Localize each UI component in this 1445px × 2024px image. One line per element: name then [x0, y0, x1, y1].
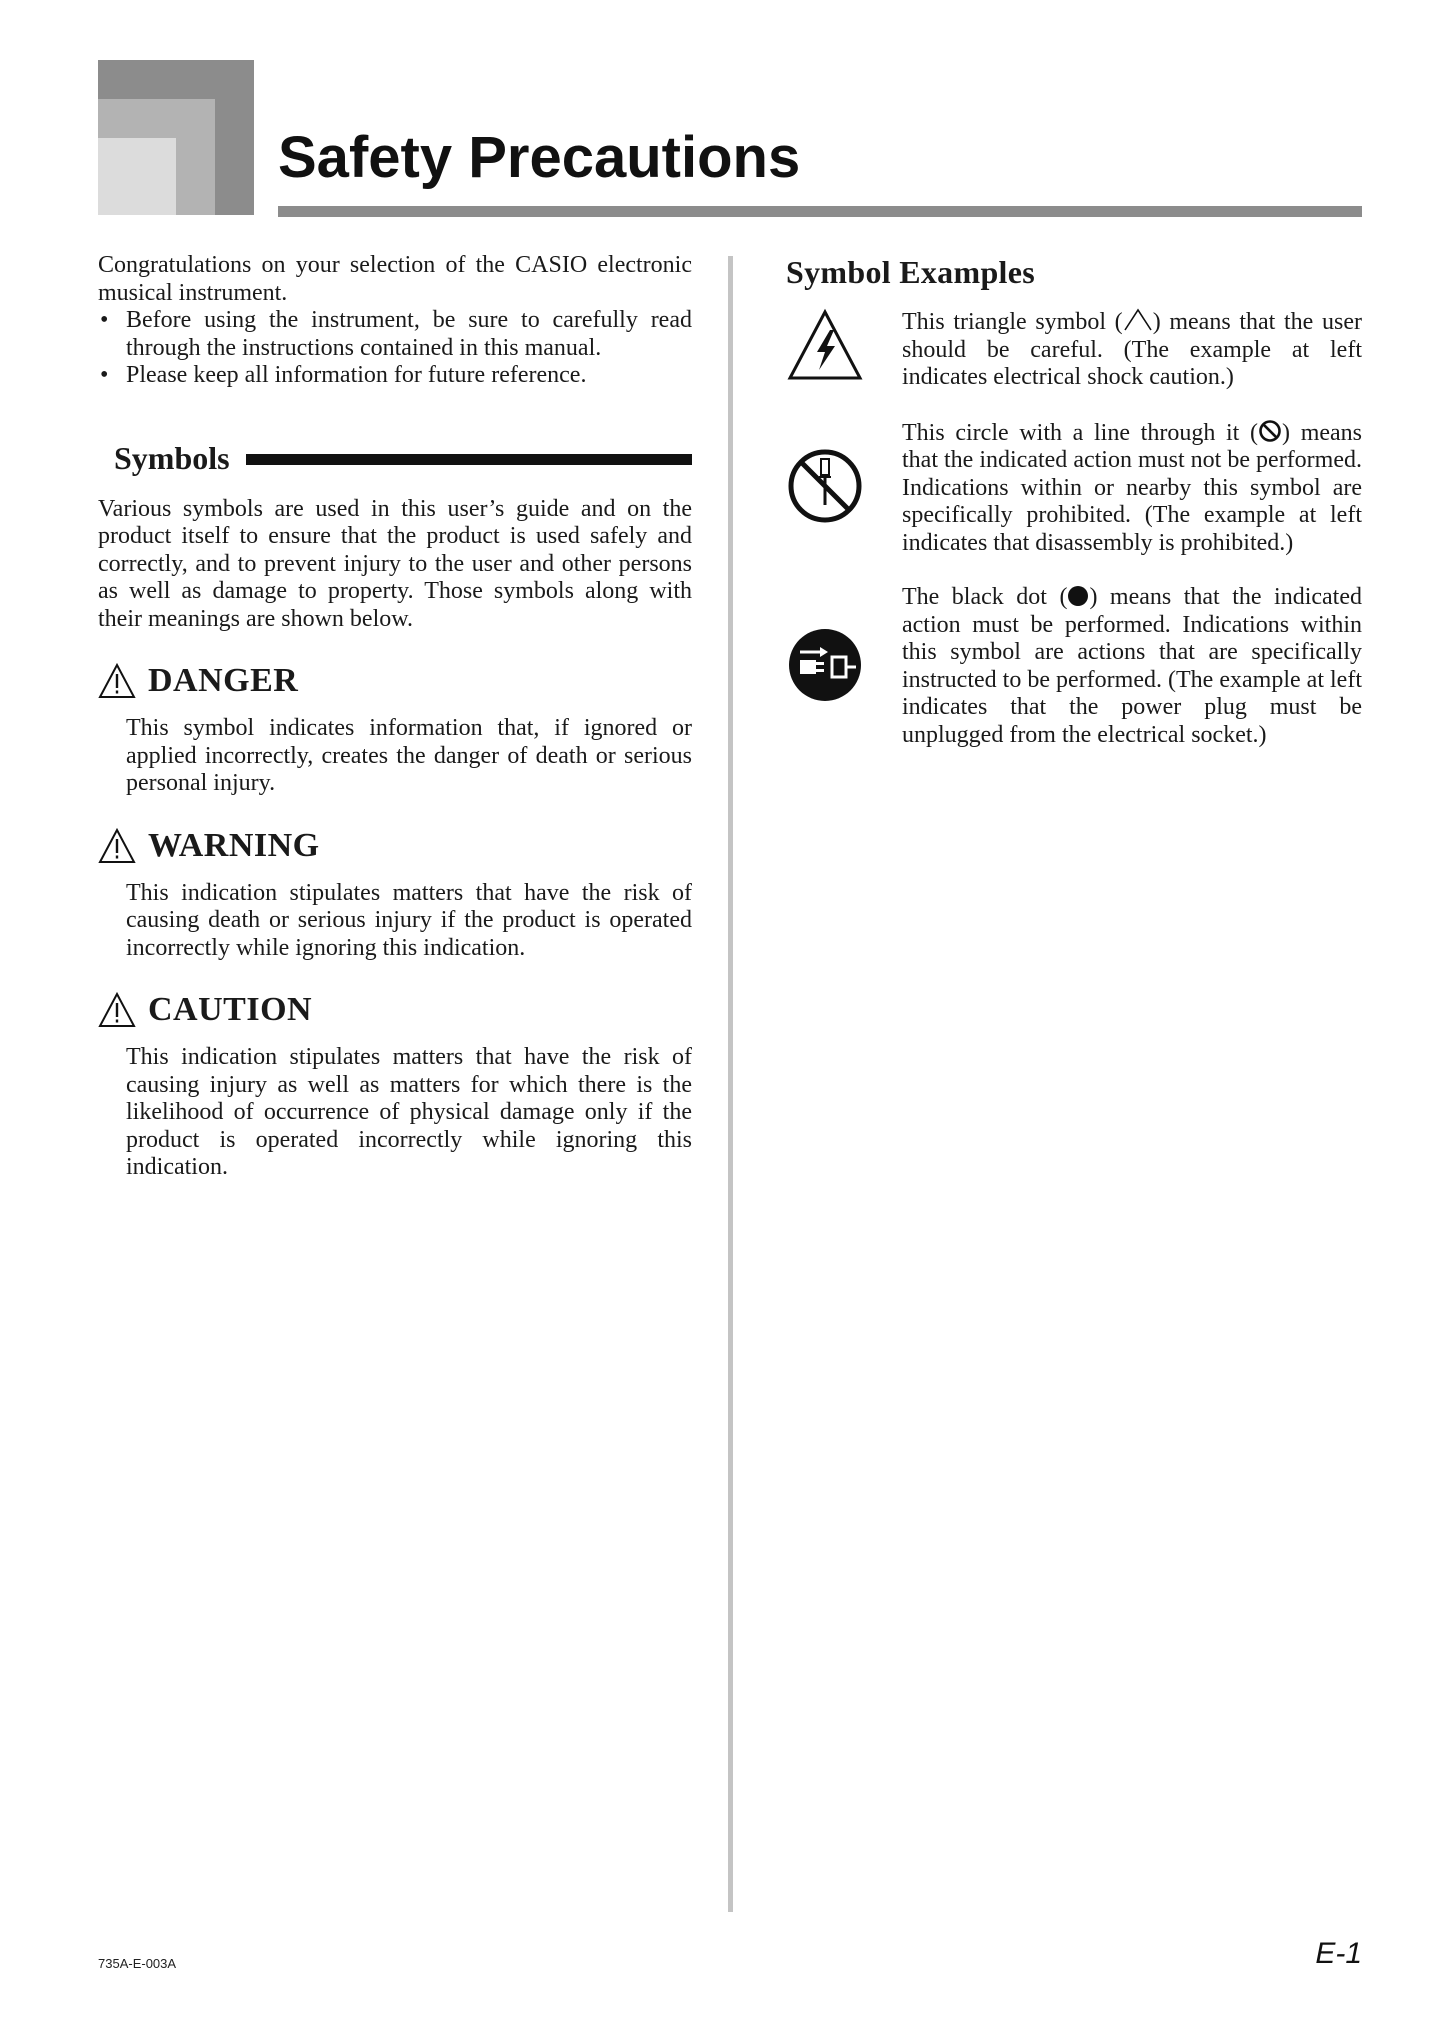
- symbol-examples-heading: Symbol Examples: [786, 254, 1035, 290]
- symbol-example-black-dot: [786, 584, 1362, 749]
- symbols-heading-text: Symbols: [114, 439, 230, 476]
- symbols-intro-text: Various symbols are used in this user’s guide and on the product itself to ensure that the product is used safely and correctly, and to prevent injury to the user and other persons as well as damage to property. Those symbols along with their meanings are shown below.: [98, 495, 692, 632]
- bullet-text: Please keep all information for future reference.: [126, 362, 587, 388]
- document-code: 735A-E-003A: [98, 1956, 177, 1971]
- header-decoration-inner: [98, 138, 176, 215]
- caution-text: This indication stipulates matters that have the risk of causing injury as well as matters for which there is the likelihood of occurrence of physical damage only if the product is operated incorrectly while ignoring this indication.: [126, 1044, 692, 1180]
- black-dot-icon: [1067, 585, 1089, 607]
- heading-bar: [246, 454, 692, 465]
- warning-text: This indication stipulates matters that have the risk of causing death or serious injury if the product is operated incorrectly while ignoring this indication.: [126, 879, 692, 961]
- intro-bullet-list: [98, 307, 692, 390]
- bullet-text: Before using the instrument, be sure to carefully read through the instructions contained in this manual.: [126, 307, 692, 361]
- bullet-icon: •: [100, 307, 109, 333]
- warning-heading: [98, 826, 692, 866]
- page-title: Safety Precautions: [278, 125, 801, 190]
- symbol-example-triangle: [786, 308, 1362, 392]
- disassembly-prohibited-icon: [786, 447, 864, 525]
- symbols-section-heading: [98, 438, 692, 478]
- warning-triangle-icon: [98, 663, 136, 699]
- warning-triangle-icon: [98, 828, 136, 864]
- warning-label: WARNING: [148, 826, 320, 864]
- warning-triangle-icon: [98, 992, 136, 1028]
- unplug-power-icon: [786, 626, 864, 704]
- danger-label: DANGER: [148, 662, 299, 699]
- caution-label: CAUTION: [148, 991, 313, 1028]
- page-number: E-1: [1315, 1937, 1362, 1970]
- triangle-example-text: This triangle symbol ( ) means that the user should be careful. (The example at left indicates electrical shock caution.): [902, 309, 1362, 390]
- triangle-icon: [1123, 308, 1153, 332]
- black-dot-example-text: The black dot ( ) means that the indicated action must be performed. Indications within this symbol are actions that are specifically instructed to be performed. (The example at left indicates that the power plug must be unplugged from the electrical socket.): [902, 584, 1362, 748]
- title-rule: [278, 206, 1362, 217]
- danger-text: This symbol indicates information that, if ignored or applied incorrectly, creates the danger of death or serious personal injury.: [126, 715, 692, 796]
- bullet-icon: •: [100, 362, 109, 388]
- list-item: [98, 362, 692, 390]
- electrical-shock-triangle-icon: [786, 306, 864, 384]
- caution-heading: [98, 990, 692, 1030]
- prohibition-icon: [1258, 419, 1282, 443]
- right-column: [786, 252, 1362, 749]
- danger-heading: [98, 661, 692, 701]
- column-divider: [728, 256, 733, 1912]
- prohibition-example-text: This circle with a line through it ( ) means that the indicated action must not be performed. Indications within or nearby this symbol are specifically prohibited. (The example at left indicates that disassembly is prohibited.): [902, 419, 1362, 556]
- symbol-example-prohibition: [786, 419, 1362, 558]
- list-item: [98, 307, 692, 362]
- intro-text: Congratulations on your selection of the CASIO electronic musical instrument.: [98, 252, 692, 306]
- left-column: [98, 252, 692, 1182]
